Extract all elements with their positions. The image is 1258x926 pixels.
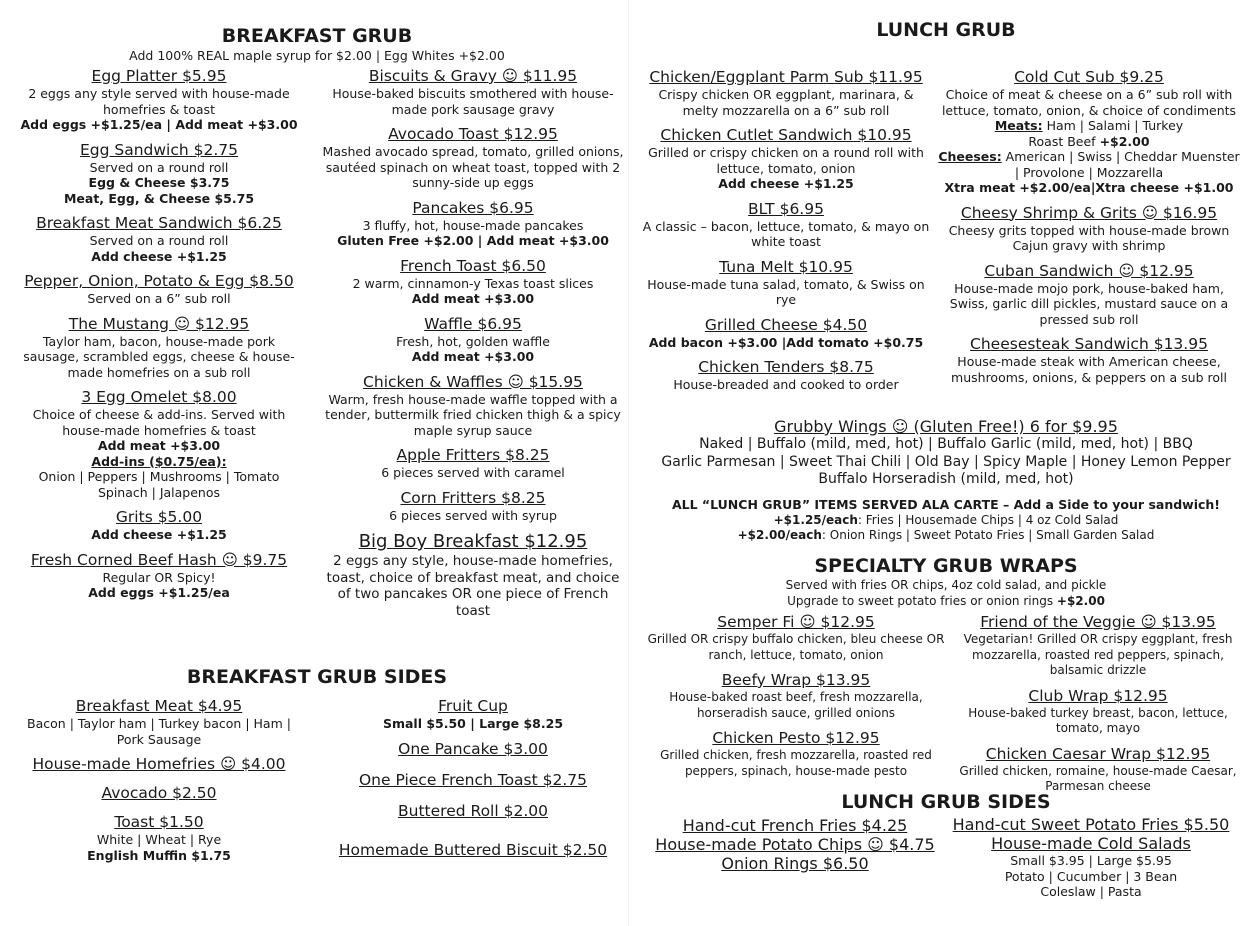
menu-item-corn-fritters: [320, 489, 626, 524]
item-title: Cheesesteak Sandwich $13.95: [970, 335, 1208, 353]
item-title: Avocado Toast $12.95: [388, 125, 558, 143]
side-cold-salads: House-made Cold Salads: [991, 834, 1191, 853]
item-title: Homemade Buttered Biscuit $2.50: [338, 840, 608, 859]
item-extra: Add meat +$3.00: [411, 291, 535, 306]
item-desc: 6 pieces served with syrup: [389, 507, 557, 523]
breakfast-header: [0, 24, 634, 64]
addins-label: Add-ins ($0.75/ea):: [91, 453, 227, 469]
item-title: One Piece French Toast $2.75: [358, 770, 588, 789]
item-desc: Served on a round roll: [89, 159, 229, 175]
side-french-toast: [320, 771, 626, 790]
menu-item-tuna-melt: [640, 258, 932, 308]
item-title: Cuban Sandwich ☺ $12.95: [984, 261, 1194, 280]
item-desc: House-made tuna salad, tomato, & Swiss on rye: [647, 276, 925, 307]
item-title: Friend of the Veggie ☺ $13.95: [980, 613, 1216, 631]
item-desc: House-made mojo pork, house-baked ham, Swiss, garlic dill pickles, mustard sauce on a pressed sub roll: [949, 280, 1229, 327]
item-desc: Grilled OR crispy buffalo chicken, bleu cheese OR ranch, lettuce, tomato, onion: [647, 632, 945, 662]
wraps-header: [634, 554, 1258, 609]
side-homefries: [14, 755, 304, 774]
ala-carte-price-1: +$1.25/each: [773, 513, 858, 527]
wrap-club: [946, 687, 1250, 737]
item-desc: House-made steak with American cheese, mushrooms, onions, & peppers on a sub roll: [951, 354, 1227, 385]
item-extra: Xtra meat +$2.00/ea|Xtra cheese +$1.00: [944, 180, 1234, 195]
menu-item-pancakes: [320, 199, 626, 249]
wrap-chicken-pesto: [644, 729, 948, 779]
item-extra: Gluten Free +$2.00 | Add meat +$3.00: [337, 233, 609, 248]
lunch-right-column: [938, 68, 1240, 393]
menu-item-pepper-onion-potato-egg: [14, 272, 304, 307]
item-title: Chicken Pesto $12.95: [712, 729, 880, 747]
ala-carte-line-1: [634, 513, 1258, 528]
item-desc: Grilled chicken, fresh mozzarella, roasted red peppers, spinach, house-made pesto: [660, 748, 932, 778]
item-title: Biscuits & Gravy ☺ $11.95: [368, 67, 578, 85]
item-desc: House-baked turkey breast, bacon, lettuce, tomato, mayo: [968, 705, 1228, 735]
item-title: 3 Egg Omelet $8.00: [81, 388, 237, 406]
side-toast: [14, 813, 304, 863]
wrap-chicken-caesar: [946, 745, 1250, 795]
item-desc: 3 fluffy, hot, house-made pancakes: [362, 217, 584, 233]
lunch-sides-title: LUNCH GRUB SIDES: [841, 791, 1051, 813]
menu-item-blt: [640, 200, 932, 250]
item-desc: Served on a 6” sub roll: [87, 291, 231, 306]
item-title: Cold Cut Sub $9.25: [1014, 68, 1164, 86]
item-title: Cheesy Shrimp & Grits ☺ $16.95: [960, 203, 1218, 222]
wraps-subtitle-1: Served with fries OR chips, 4oz cold salad, and pickle: [785, 578, 1107, 592]
item-title: Toast $1.50: [114, 813, 204, 831]
wraps-title: SPECIALTY GRUB WRAPS: [814, 555, 1078, 577]
item-desc: 2 eggs any style, house-made homefries, toast, choice of breakfast meat, and choice of two pancakes OR one piece of French toast: [326, 553, 620, 619]
item-title: Buttered Roll $2.00: [398, 801, 548, 820]
lunch-sides-left: [650, 816, 940, 873]
menu-item-egg-platter: [14, 67, 304, 133]
lunch-title: LUNCH GRUB: [876, 19, 1016, 41]
lunch-sides-header: [634, 790, 1258, 814]
breakfast-right-column: [320, 67, 626, 627]
item-desc: 2 warm, cinnamon-y Texas toast slices: [352, 275, 594, 291]
item-desc: Grilled or crispy chicken on a round roll with lettuce, tomato, onion: [648, 145, 924, 176]
item-title: Egg Sandwich $2.75: [79, 140, 239, 159]
meats-list-2: Roast Beef: [1028, 133, 1100, 149]
ala-carte-headline: ALL “LUNCH GRUB” ITEMS SERVED ALA CARTE – Add a Side to your sandwich!: [671, 497, 1221, 512]
item-desc: 2 eggs any style served with house-made homefries & toast: [28, 86, 290, 117]
item-desc: Vegetarian! Grilled OR crispy eggplant, fresh mozzarella, roasted red peppers, spinach, balsamic drizzle: [963, 632, 1233, 677]
ala-carte-options-1: : Fries | Housemade Chips | 4 oz Cold Salad: [857, 513, 1119, 527]
item-desc: House-baked biscuits smothered with house-made pork sausage gravy: [332, 86, 614, 117]
cheeses-label: Cheeses:: [938, 149, 1002, 164]
menu-item-avocado-toast: [320, 125, 626, 191]
item-extra: Add eggs +$1.25/ea: [88, 585, 230, 600]
item-extra: Add eggs +$1.25/ea | Add meat +$3.00: [20, 117, 298, 132]
menu-item-grits: [14, 508, 304, 543]
item-title: Chicken & Waffles ☺ $15.95: [363, 372, 583, 391]
item-desc: Choice of meat & cheese on a 6” sub roll with lettuce, tomato, onion, & choice of condiments: [941, 87, 1237, 118]
menu-item-breakfast-meat-sandwich: [14, 214, 304, 264]
item-title: Big Boy Breakfast $12.95: [358, 531, 588, 552]
menu-item-chicken-cutlet: [640, 126, 932, 192]
menu-item-cold-cut-sub: [938, 68, 1240, 196]
ala-carte-block: [634, 497, 1258, 542]
menu-item-big-boy-breakfast: [320, 531, 626, 619]
wraps-upgrade-text: Upgrade to sweet potato fries or onion rings: [787, 593, 1057, 608]
item-title: Grilled Cheese $4.50: [704, 315, 868, 334]
breakfast-sides-header: [0, 665, 634, 689]
item-desc: 6 pieces served with caramel: [381, 465, 565, 480]
item-title: Pancakes $6.95: [412, 198, 534, 217]
cheeses-list: American | Swiss | Cheddar Muenster | Provolone | Mozzarella: [1001, 149, 1240, 180]
side-avocado: [14, 784, 304, 803]
wings-flavors-3: Buffalo Horseradish (mild, med, hot): [818, 471, 1074, 487]
menu-item-the-mustang: [14, 315, 304, 381]
wrap-beefy: [644, 671, 948, 721]
lunch-sides-right: [936, 815, 1246, 900]
item-title: Grits $5.00: [115, 508, 203, 526]
item-desc: Crispy chicken OR eggplant, marinara, & melty mozzarella on a 6” sub roll: [658, 87, 914, 118]
item-title: One Pancake $3.00: [398, 739, 548, 758]
side-breakfast-meat: [14, 697, 304, 747]
wrap-friend-of-veggie: [946, 613, 1250, 679]
lunch-left-column: [640, 68, 932, 401]
item-title: The Mustang ☺ $12.95: [68, 314, 250, 333]
item-title: House-made Homefries ☺ $4.00: [32, 755, 286, 773]
menu-item-corned-beef-hash: [14, 551, 304, 601]
menu-item-biscuits-gravy: [320, 67, 626, 117]
wings-flavors-1: Naked | Buffalo (mild, med, hot) | Buffalo Garlic (mild, med, hot) | BBQ: [699, 436, 1193, 452]
menu-item-chicken-waffles: [320, 373, 626, 439]
item-extra: Add bacon +$3.00 |Add tomato +$0.75: [648, 334, 924, 350]
menu-item-chicken-tenders: [640, 358, 932, 393]
addins-list: Onion | Peppers | Mushrooms | Tomato Spinach | Jalapenos: [38, 469, 280, 500]
meats-line: [938, 118, 1240, 134]
meats-label: Meats:: [994, 118, 1043, 133]
wraps-subtitle-2: [634, 594, 1258, 610]
item-desc: House-breaded and cooked to order: [673, 377, 899, 392]
item-title: Fruit Cup: [438, 697, 508, 715]
page-fold-divider: [628, 0, 629, 926]
wraps-upgrade-price: +$2.00: [1056, 593, 1105, 608]
item-title: Beefy Wrap $13.95: [721, 671, 871, 689]
meats-list: Ham | Salami | Turkey: [1042, 118, 1184, 133]
side-french-fries: Hand-cut French Fries $4.25: [682, 816, 908, 835]
item-title: Corn Fritters $8.25: [400, 488, 546, 507]
item-title: French Toast $6.50: [400, 256, 546, 275]
menu-item-waffle: [320, 315, 626, 365]
item-extra: English Muffin $1.75: [87, 847, 231, 863]
cold-salads-sizes: Small $3.95 | Large $5.95: [1010, 853, 1172, 868]
breakfast-sides-title: BREAKFAST GRUB SIDES: [186, 666, 448, 688]
item-title: Apple Fritters $8.25: [396, 446, 550, 464]
item-title: BLT $6.95: [748, 199, 824, 218]
breakfast-sides-right: [320, 697, 626, 868]
wraps-right-column: [946, 613, 1250, 803]
side-potato-chips: House-made Potato Chips ☺ $4.75: [655, 835, 935, 854]
item-desc: Cheesy grits topped with house-made brown Cajun gravy with shrimp: [948, 222, 1230, 253]
item-extra: Small $5.50 | Large $8.25: [382, 716, 564, 731]
item-desc: Regular OR Spicy!: [102, 569, 216, 585]
breakfast-title: BREAKFAST GRUB: [221, 25, 413, 47]
item-extra: Add cheese +$1.25: [718, 176, 854, 191]
menu-item-grilled-cheese: [640, 316, 932, 351]
breakfast-sides-left: [14, 697, 304, 871]
meats-price: +$2.00: [1099, 133, 1150, 149]
item-desc: House-baked roast beef, fresh mozzarella, horseradish sauce, grilled onions: [669, 690, 923, 720]
side-fruit-cup: [320, 697, 626, 732]
item-desc: Grilled chicken, romaine, house-made Caesar, Parmesan cheese: [959, 763, 1237, 793]
meats-line-2: [938, 134, 1240, 150]
menu-item-cuban-sandwich: [938, 262, 1240, 328]
wings-flavors-2: Garlic Parmesan | Sweet Thai Chili | Old Bay | Spicy Maple | Honey Lemon Pepper: [661, 453, 1231, 470]
item-title: Fresh Corned Beef Hash ☺ $9.75: [30, 550, 288, 569]
menu-item-3-egg-omelet: [14, 388, 304, 500]
item-extra: Meat, Egg, & Cheese $5.75: [63, 190, 255, 206]
wrap-semper-fi: [644, 613, 948, 663]
menu-item-shrimp-grits: [938, 204, 1240, 254]
item-extra: Add cheese +$1.25: [91, 248, 227, 264]
menu-item-parm-sub: [640, 68, 932, 118]
item-title: Chicken Cutlet Sandwich $10.95: [660, 126, 912, 144]
item-title: Chicken/Eggplant Parm Sub $11.95: [649, 68, 923, 86]
ala-carte-line-2: [634, 528, 1258, 543]
item-extra: Add meat +$3.00: [97, 438, 221, 453]
item-title: Club Wrap $12.95: [1028, 686, 1168, 705]
item-title: Avocado $2.50: [101, 784, 217, 802]
breakfast-left-column: [14, 67, 304, 609]
item-desc: Choice of cheese & add-ins. Served with house-made homefries & toast: [32, 407, 286, 438]
wings-title: Grubby Wings ☺ (Gluten Free!) 6 for $9.95: [774, 417, 1118, 436]
cheeses-line: [938, 149, 1240, 180]
side-onion-rings: Onion Rings $6.50: [721, 854, 869, 873]
item-desc: Warm, fresh house-made waffle topped with a tender, buttermilk fried chicken thigh & a spicy maple syrup sauce: [325, 391, 621, 438]
side-buttered-roll: [320, 802, 626, 821]
item-extra: Egg & Cheese $3.75: [88, 175, 230, 190]
menu-item-french-toast: [320, 257, 626, 307]
item-desc: Fresh, hot, golden waffle: [396, 333, 550, 349]
item-title: Tuna Melt $10.95: [719, 257, 853, 276]
ala-carte-options-2: : Onion Rings | Sweet Potato Fries | Small Garden Salad: [821, 527, 1155, 542]
item-title: Breakfast Meat Sandwich $6.25: [36, 214, 282, 232]
menu-item-cheesesteak: [938, 335, 1240, 385]
side-buttered-biscuit: [320, 841, 626, 860]
item-desc: Mashed avocado spread, tomato, grilled onions, sautéed spinach on wheat toast, topped with 2 sunny-side up eggs: [322, 144, 624, 190]
cold-salads-options-2: Coleslaw | Pasta: [1040, 884, 1142, 899]
item-extra: Add meat +$3.00: [411, 349, 535, 364]
item-extra: Add cheese +$1.25: [91, 527, 227, 542]
item-desc: A classic – bacon, lettuce, tomato, & mayo on white toast: [642, 218, 930, 249]
side-sweet-potato-fries: Hand-cut Sweet Potato Fries $5.50: [952, 815, 1230, 834]
lunch-header: [634, 18, 1258, 42]
item-desc: White | Wheat | Rye: [96, 832, 222, 847]
wraps-left-column: [644, 613, 948, 787]
cold-salads-options-1: Potato | Cucumber | 3 Bean: [1004, 868, 1178, 884]
item-title: Semper Fi ☺ $12.95: [717, 613, 875, 631]
item-title: Chicken Caesar Wrap $12.95: [985, 744, 1211, 763]
item-title: Egg Platter $5.95: [91, 67, 227, 85]
item-title: Waffle $6.95: [424, 314, 522, 333]
item-desc: Served on a round roll: [89, 233, 229, 248]
menu-item-egg-sandwich: [14, 141, 304, 207]
item-desc: Bacon | Taylor ham | Turkey bacon | Ham | Pork Sausage: [27, 716, 291, 747]
ala-carte-price-2: +$2.00/each: [737, 527, 822, 542]
item-title: Pepper, Onion, Potato & Egg $8.50: [24, 272, 294, 290]
menu-item-apple-fritters: [320, 446, 626, 481]
wings-block: [634, 417, 1258, 489]
side-one-pancake: [320, 740, 626, 759]
item-desc: Taylor ham, bacon, house-made pork sausage, scrambled eggs, cheese & house-made homefries on a sub roll: [23, 333, 295, 380]
item-title: Breakfast Meat $4.95: [75, 697, 243, 715]
breakfast-subtitle: Add 100% REAL maple syrup for $2.00 | Egg Whites +$2.00: [129, 48, 505, 63]
item-title: Chicken Tenders $8.75: [698, 358, 874, 376]
